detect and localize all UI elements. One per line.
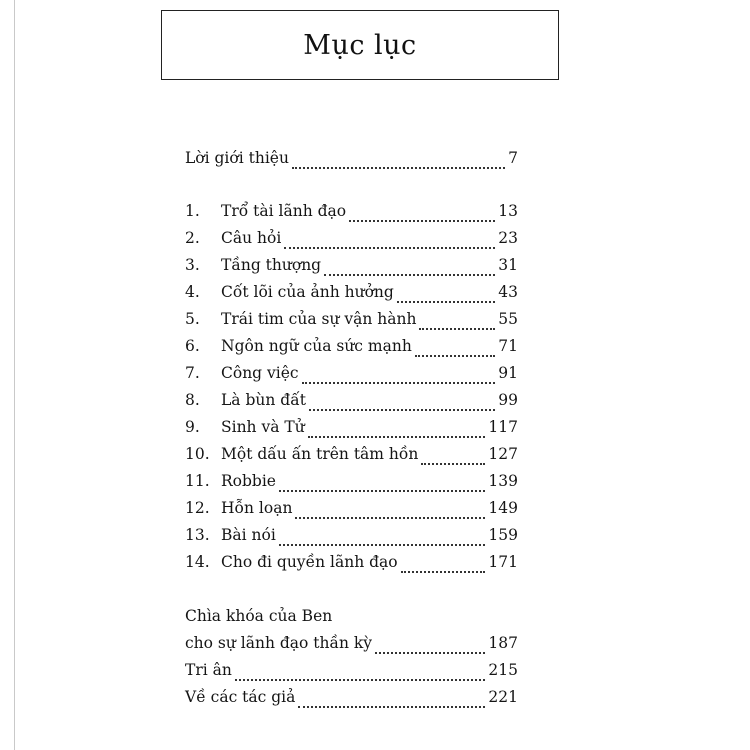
toc-entry-chapter xyxy=(185,418,518,444)
toc-entry-page: 23 xyxy=(498,229,518,247)
toc-entry-appendix xyxy=(185,634,518,660)
toc-entry-chapter xyxy=(185,553,518,579)
dot-leader xyxy=(415,355,495,357)
toc-entry-label: Hỗn loạn xyxy=(221,499,293,517)
toc-entry-label: Cho đi quyền lãnh đạo xyxy=(221,553,398,571)
dot-leader xyxy=(324,274,495,276)
toc-entry-page: 159 xyxy=(488,526,518,544)
chapter-number: 8. xyxy=(185,391,200,409)
chapter-number: 2. xyxy=(185,229,200,247)
toc-entry-label: Trổ tài lãnh đạo xyxy=(221,202,347,220)
toc-entry-chapter xyxy=(185,337,518,363)
toc-entry-intro xyxy=(185,149,518,175)
dot-leader xyxy=(375,652,485,654)
toc-entry-label: cho sự lãnh đạo thần kỳ xyxy=(185,634,373,652)
toc-entry-chapter xyxy=(185,445,518,471)
toc-entry-page: 127 xyxy=(488,445,518,463)
toc-entry-label: Công việc xyxy=(221,364,299,382)
chapter-number: 12. xyxy=(185,499,210,517)
book-page xyxy=(14,0,750,750)
chapter-number: 4. xyxy=(185,283,200,301)
toc-entry-chapter xyxy=(185,499,518,525)
toc-entry-label: Tri ân xyxy=(185,661,232,679)
toc-entry-label: Về các tác giả xyxy=(185,688,296,706)
dot-leader xyxy=(401,571,486,573)
toc-entry-label: Một dấu ấn trên tâm hồn xyxy=(221,445,419,463)
chapter-number: 3. xyxy=(185,256,200,274)
chapter-number: 5. xyxy=(185,310,200,328)
toc-entry-page: 171 xyxy=(488,553,518,571)
dot-leader xyxy=(302,382,496,384)
chapter-number: 13. xyxy=(185,526,210,544)
toc-entry-page: 139 xyxy=(488,472,518,490)
appendix-heading: Chìa khóa của Ben xyxy=(185,607,333,625)
dot-leader xyxy=(349,220,495,222)
toc-entry-label: Robbie xyxy=(221,472,276,490)
dot-leader xyxy=(397,301,495,303)
toc-entry-page: 71 xyxy=(498,337,518,355)
toc-entry-chapter xyxy=(185,310,518,336)
toc-entry-page: 31 xyxy=(498,256,518,274)
dot-leader xyxy=(309,409,495,411)
toc-entry-chapter xyxy=(185,202,518,228)
toc-entry-label: Bài nói xyxy=(221,526,276,544)
toc-entry-appendix xyxy=(185,661,518,687)
toc-entry-label: Là bùn đất xyxy=(221,391,306,409)
toc-entry-page: 117 xyxy=(488,418,518,436)
toc-entry-page: 13 xyxy=(498,202,518,220)
toc-entry-chapter xyxy=(185,364,518,390)
chapter-number: 10. xyxy=(185,445,210,463)
dot-leader xyxy=(298,706,485,708)
toc-entry-label: Câu hỏi xyxy=(221,229,282,247)
chapter-number: 9. xyxy=(185,418,200,436)
toc-entry-label: Lời giới thiệu xyxy=(185,149,289,167)
toc-entry-label: Trái tim của sự vận hành xyxy=(221,310,417,328)
dot-leader xyxy=(292,167,505,169)
toc-entry-label: Cốt lõi của ảnh hưởng xyxy=(221,283,394,301)
page-title: Mục lục xyxy=(161,10,559,80)
dot-leader xyxy=(235,679,486,681)
toc-entry-label: Sinh và Tử xyxy=(221,418,305,436)
toc-entry-page: 187 xyxy=(488,634,518,652)
toc-entry-label: Ngôn ngữ của sức mạnh xyxy=(221,337,412,355)
chapter-number: 6. xyxy=(185,337,200,355)
toc-entry-page: 7 xyxy=(508,149,518,167)
chapter-number: 11. xyxy=(185,472,210,490)
toc-entry-chapter xyxy=(185,229,518,255)
dot-leader xyxy=(421,463,485,465)
toc-entry-chapter xyxy=(185,472,518,498)
dot-leader xyxy=(279,490,485,492)
dot-leader xyxy=(284,247,495,249)
toc-entry-page: 215 xyxy=(488,661,518,679)
chapter-number: 1. xyxy=(185,202,200,220)
dot-leader xyxy=(295,517,485,519)
toc-entry-page: 221 xyxy=(488,688,518,706)
toc-entry-page: 99 xyxy=(498,391,518,409)
toc-entry-page: 43 xyxy=(498,283,518,301)
chapter-number: 14. xyxy=(185,553,210,571)
dot-leader xyxy=(308,436,486,438)
dot-leader xyxy=(279,544,486,546)
toc-entry-page: 55 xyxy=(498,310,518,328)
toc-entry-chapter xyxy=(185,283,518,309)
toc-entry-page: 91 xyxy=(498,364,518,382)
toc-entry-chapter xyxy=(185,526,518,552)
toc-entry-chapter xyxy=(185,256,518,282)
chapter-number: 7. xyxy=(185,364,200,382)
toc-entry-page: 149 xyxy=(488,499,518,517)
dot-leader xyxy=(419,328,495,330)
toc-entry-label: Tầng thượng xyxy=(221,256,322,274)
toc-entry-appendix xyxy=(185,688,518,714)
toc-entry-chapter xyxy=(185,391,518,417)
